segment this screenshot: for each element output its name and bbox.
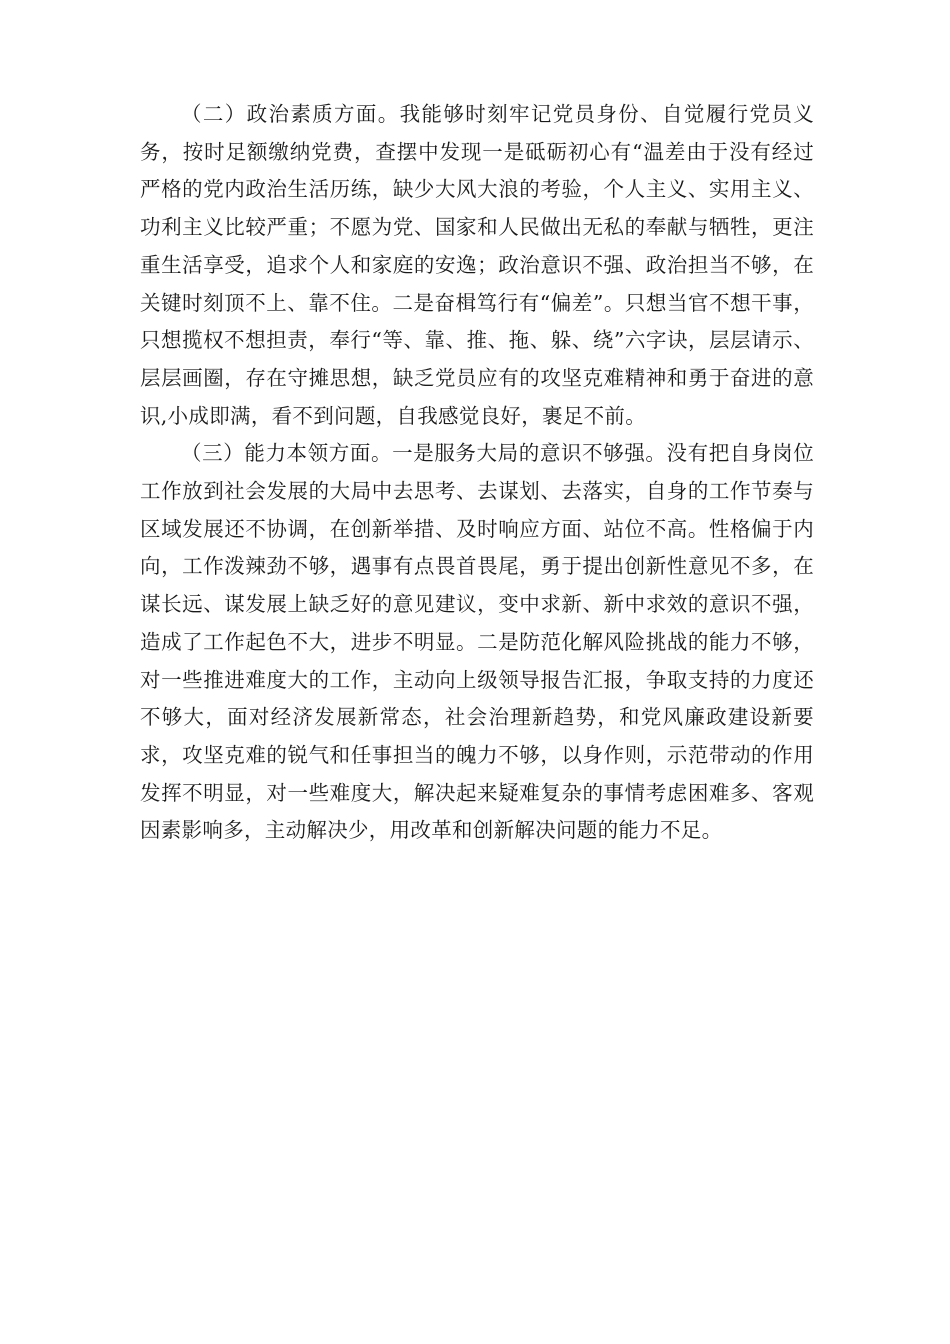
paragraph-political-quality: （二）政治素质方面。我能够时刻牢记党员身份、自觉履行党员义务，按时足额缴纳党费，查摆中发现一是砥砺初心有“温差由于没有经过严格的党内政治生活历练，缺少大风大浪的考验，个人主义、实用主义、功利主义比较严重；不愿为党、国家和人民做出无私的奉献与牺牲，更注重生活享受，追求个人和家庭的安逸；政治意识不强、政治担当不够，在关键时刻顶不上、靠不住。二是奋楫笃行有“偏差”。只想当官不想干事，只想揽权不想担责，奉行“等、靠、推、拖、躲、绕”六字诀，层层请示、层层画圈，存在守摊思想，缺乏党员应有的攻坚克难精神和勇于奋进的意识,小成即满，看不到问题，自我感觉良好，裹足不前。: [140, 102, 814, 428]
document-body: [140, 96, 814, 850]
paragraph-ability: （三）能力本领方面。一是服务大局的意识不够强。没有把自身岗位工作放到社会发展的大局中去思考、去谋划、去落实，自身的工作节奏与区域发展还不协调，在创新举措、及时响应方面、站位不高。性格偏于内向，工作泼辣劲不够，遇事有点畏首畏尾，勇于提出创新性意见不多，在谋长远、谋发展上缺乏好的意见建议，变中求新、新中求效的意识不强，造成了工作起色不大，进步不明显。二是防范化解风险挑战的能力不够，对一些推进难度大的工作，主动向上级领导报告汇报，争取支持的力度还不够大，面对经济发展新常态，社会治理新趋势，和党风廉政建设新要求，攻坚克难的锐气和任事担当的魄力不够，以身作则，示范带动的作用发挥不明显，对一些难度大，解决起来疑难复杂的事情考虑困难多、客观因素影响多，主动解决少，用改革和创新解决问题的能力不足。: [140, 441, 814, 843]
